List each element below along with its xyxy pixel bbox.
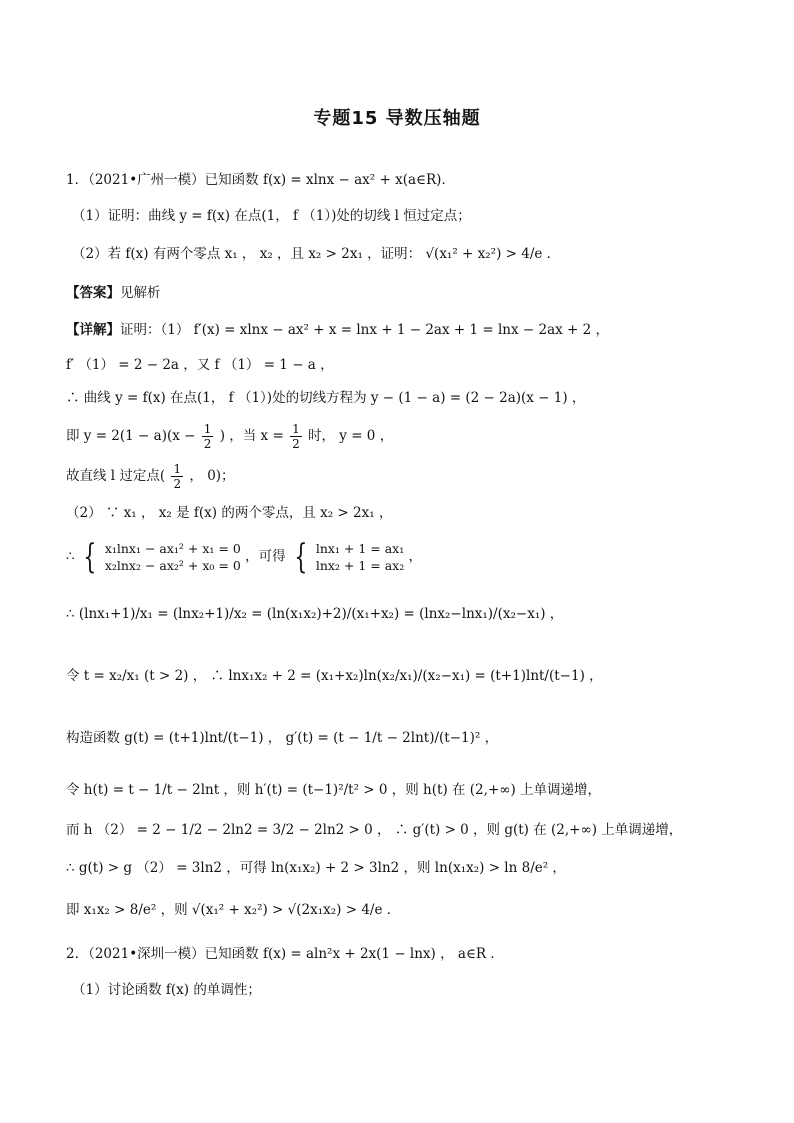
fraction-denominator: 2 [203, 437, 212, 451]
detail-tag: 【详解】 [66, 322, 120, 338]
answer-text: 见解析 [120, 285, 161, 301]
fraction-denominator: 2 [292, 437, 300, 451]
detail-step-7a: ∴ [66, 548, 75, 565]
fraction-denominator: 2 [173, 477, 182, 491]
fraction-one-half [202, 422, 214, 451]
question-1-part-2-inequality: √(x₁² + x₂²) > 4/e ． [425, 246, 561, 262]
fraction-one-half [290, 422, 302, 451]
detail-step-5a: 故直线 l 过定点( [66, 468, 166, 484]
detail-step-10: 构造函数 g(t) = (t+1)lnt/(t−1) ， g′(t) = (t − 1/t − 2lnt)/(t−1)² ， [66, 730, 499, 746]
detail-step-4 [66, 422, 393, 451]
detail-step-14: 即 x₁x₂ > 8/e² ，则 √(x₁² + x₂²) > √(2x₁x₂) > 4/e ． [66, 902, 401, 918]
detail-step-1: 证明：（1） f′(x) = xlnx − ax² + x = lnx + 1 − 2ax + 1 = lnx − 2ax + 2 ， [120, 322, 610, 338]
system-1-row-1: x₁lnx₁ − ax₁² + x₁ = 0 [104, 541, 241, 556]
question-1-part-2-text: （2）若 f(x) 有两个零点 x₁ ， x₂ ，且 x₂ > 2x₁ ，证明： [72, 246, 422, 262]
detail-step-7 [66, 537, 423, 577]
detail-step-13: ∴ g(t) > g （2） = 3ln2 ，可得 ln(x₁x₂) + 2 > 3ln2 ，则 ln(x₁x₂) > ln 8/e² ， [66, 860, 566, 876]
detail-step-4a: 即 y = 2(1 − a)(x − [66, 428, 196, 444]
fraction-numerator: 1 [292, 422, 300, 436]
answer-line [66, 283, 161, 303]
page-title: 专题15 导数压轴题 [313, 108, 481, 129]
question-2-part-1: （1）讨论函数 f(x) 的单调性； [72, 982, 261, 998]
question-1-part-1: （1）证明：曲线 y = f(x) 在点(1， f （1）)处的切线 l 恒过定点； [72, 208, 471, 224]
detail-step-5b: ， 0)； [189, 468, 235, 484]
detail-step-4c: 时， y = 0 ， [308, 428, 394, 444]
detail-step-8: ∴ (lnx₁+1)/x₁ = (lnx₂+1)/x₂ = (ln(x₁x₂)+2)/(x₁+x₂) = (lnx₂−lnx₁)/(x₂−x₁) ， [66, 606, 564, 622]
answer-tag: 【答案】 [66, 285, 120, 301]
fraction-numerator: 1 [173, 462, 182, 476]
system-2-row-2: lnx₂ + 1 = ax₂ [315, 558, 405, 573]
question-1-part-2 [72, 244, 560, 264]
detail-step-5 [66, 462, 235, 491]
equation-system-2 [316, 540, 404, 574]
system-2-row-1: lnx₁ + 1 = ax₁ [315, 541, 405, 556]
detail-step-11: 令 h(t) = t − 1/t − 2lnt ，则 h′(t) = (t−1)²/t² > 0 ，则 h(t) 在 (2,+∞) 上单调递增， [66, 782, 602, 798]
detail-step-7c: ， [408, 548, 423, 565]
detail-step-6: （2） ∵ x₁ ， x₂ 是 f(x) 的两个零点，且 x₂ > 2x₁ ， [66, 505, 393, 521]
fraction-numerator: 1 [203, 422, 212, 436]
detail-step-4b: ) ，当 x = [219, 428, 284, 444]
detail-step-2: f′ （1） = 2 − 2a ，又 f （1） = 1 − a ， [66, 357, 334, 373]
detail-step-9: 令 t = x₂/x₁ (t > 2) ， ∴ lnx₁x₂ + 2 = (x₁+x₂)ln(x₂/x₁)/(x₂−x₁) = (t+1)lnt/(t−1) ， [66, 668, 603, 684]
detail-step-3: ∴ 曲线 y = f(x) 在点(1， f （1）)处的切线方程为 y − (1 − a) = (2 − 2a)(x − 1) ， [66, 390, 586, 406]
system-1-row-2: x₂lnx₂ − ax₂² + x₀ = 0 [104, 558, 241, 573]
detail-step-7b: ，可得 [245, 548, 286, 565]
fraction-one-half [171, 462, 183, 491]
question-1-stem: 1．（2021•广州一模）已知函数 f(x) = xlnx − ax² + x(a∈R)． [66, 172, 455, 188]
question-2-stem: 2．（2021•深圳一模）已知函数 f(x) = aln²x + 2x(1 − lnx) ， a∈R ． [66, 946, 504, 962]
equation-system-1 [105, 540, 241, 574]
left-brace-icon: { [294, 537, 308, 577]
detail-line-1 [66, 320, 609, 340]
left-brace-icon: { [83, 537, 97, 577]
detail-step-12: 而 h （2） = 2 − 1/2 − 2ln2 = 3/2 − 2ln2 > 0 ， ∴ g′(t) > 0 ，则 g(t) 在 (2,+∞) 上单调递增， [66, 822, 683, 838]
